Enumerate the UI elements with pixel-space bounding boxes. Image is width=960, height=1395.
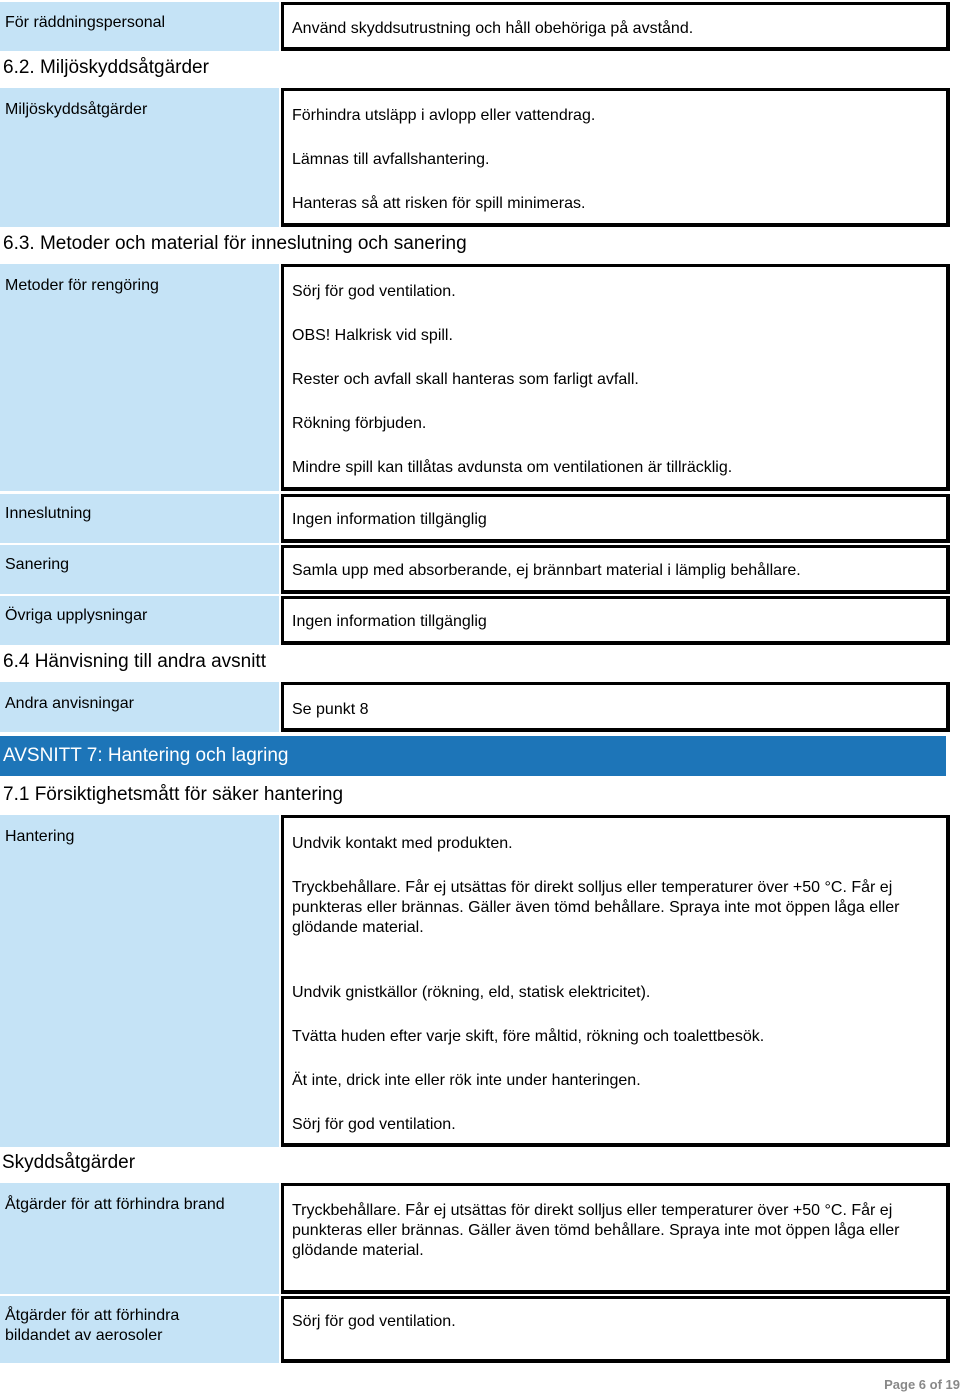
row-label: Inneslutning — [0, 494, 279, 543]
value-text: Undvik gnistkällor (rökning, eld, statisk elektricitet). — [292, 984, 651, 1001]
value-text: Ingen information tillgänglig — [292, 511, 487, 528]
row-label: Miljöskyddsåtgärder — [0, 88, 279, 227]
value-text: Tvätta huden efter varje skift, före måltid, rökning och toalettbesök. — [292, 1028, 765, 1045]
row-forhindra-aerosoler — [0, 1296, 950, 1363]
value-text: Mindre spill kan tillåtas avdunsta om ventilationen är tillräcklig. — [292, 459, 733, 476]
row-label: Åtgärder för att förhindra brand — [0, 1183, 279, 1294]
row-label: Metoder för rengöring — [0, 264, 279, 491]
row-metoder-rengoring — [0, 264, 950, 491]
row-value — [281, 545, 950, 594]
row-value — [281, 494, 950, 543]
row-label: Andra anvisningar — [0, 682, 279, 732]
row-label: Hantering — [0, 815, 279, 1147]
row-label: Övriga upplysningar — [0, 596, 279, 645]
value-text: Ät inte, drick inte eller rök inte under hanteringen. — [292, 1072, 641, 1089]
value-text: Hanteras så att risken för spill minimeras. — [292, 195, 586, 212]
value-text: Rester och avfall skall hanteras som farligt avfall. — [292, 371, 639, 388]
value-text: Se punkt 8 — [292, 701, 369, 718]
value-text: Använd skyddsutrustning och håll obehöriga på avstånd. — [292, 20, 694, 37]
value-text: Sörj för god ventilation. — [292, 283, 456, 300]
row-forhindra-brand — [0, 1183, 950, 1294]
row-hantering — [0, 815, 950, 1147]
value-text: Förhindra utsläpp i avlopp eller vattendrag. — [292, 107, 596, 124]
value-text: Tryckbehållare. Får ej utsättas för direkt solljus eller temperaturer över +50 °C. Får ej punkteras eller brännas. Gäller även tömd behållare. Spraya inte mot öppen låga eller glödande material. — [292, 1202, 900, 1259]
value-text: Tryckbehållare. Får ej utsättas för direkt solljus eller temperaturer över +50 °C. Får ej punkteras eller brännas. Gäller även tömd behållare. Spraya inte mot öppen låga eller glödande material. — [292, 879, 900, 936]
section-heading-6-4: 6.4 Hänvisning till andra avsnitt — [3, 651, 266, 672]
row-value — [281, 264, 950, 491]
row-label: För räddningspersonal — [0, 2, 279, 51]
row-sanering — [0, 545, 950, 594]
row-andra-anvisningar — [0, 682, 950, 732]
page-number: Page 6 of 19 — [884, 1377, 960, 1392]
row-value — [281, 1183, 950, 1294]
row-value — [281, 88, 950, 227]
row-value — [281, 2, 950, 51]
value-text: Ingen information tillgänglig — [292, 613, 487, 630]
value-text: Undvik kontakt med produkten. — [292, 835, 513, 852]
row-value — [281, 682, 950, 732]
row-value — [281, 815, 950, 1147]
section-banner-7: AVSNITT 7: Hantering och lagring — [0, 736, 946, 776]
value-text: Sörj för god ventilation. — [292, 1313, 456, 1330]
section-heading-6-2: 6.2. Miljöskyddsåtgärder — [3, 57, 209, 78]
row-ovriga-upplysningar — [0, 596, 950, 645]
row-miljoskyddsatgarder — [0, 88, 950, 227]
value-text: OBS! Halkrisk vid spill. — [292, 327, 453, 344]
row-label: Sanering — [0, 545, 279, 594]
row-value — [281, 596, 950, 645]
value-text: Rökning förbjuden. — [292, 415, 427, 432]
value-text: Lämnas till avfallshantering. — [292, 151, 490, 168]
row-inneslutning — [0, 494, 950, 543]
value-text: Samla upp med absorberande, ej brännbart material i lämplig behållare. — [292, 562, 801, 579]
section-heading-skyddsatgarder: Skyddsåtgärder — [2, 1152, 136, 1173]
row-value — [281, 1296, 950, 1363]
section-heading-7-1: 7.1 Försiktighetsmått för säker hantering — [3, 784, 344, 805]
row-raddningspersonal — [0, 2, 950, 51]
value-text: Sörj för god ventilation. — [292, 1116, 456, 1133]
section-heading-6-3: 6.3. Metoder och material för inneslutning och sanering — [3, 233, 467, 254]
row-label: Åtgärder för att förhindra bildandet av aerosoler — [0, 1296, 279, 1363]
